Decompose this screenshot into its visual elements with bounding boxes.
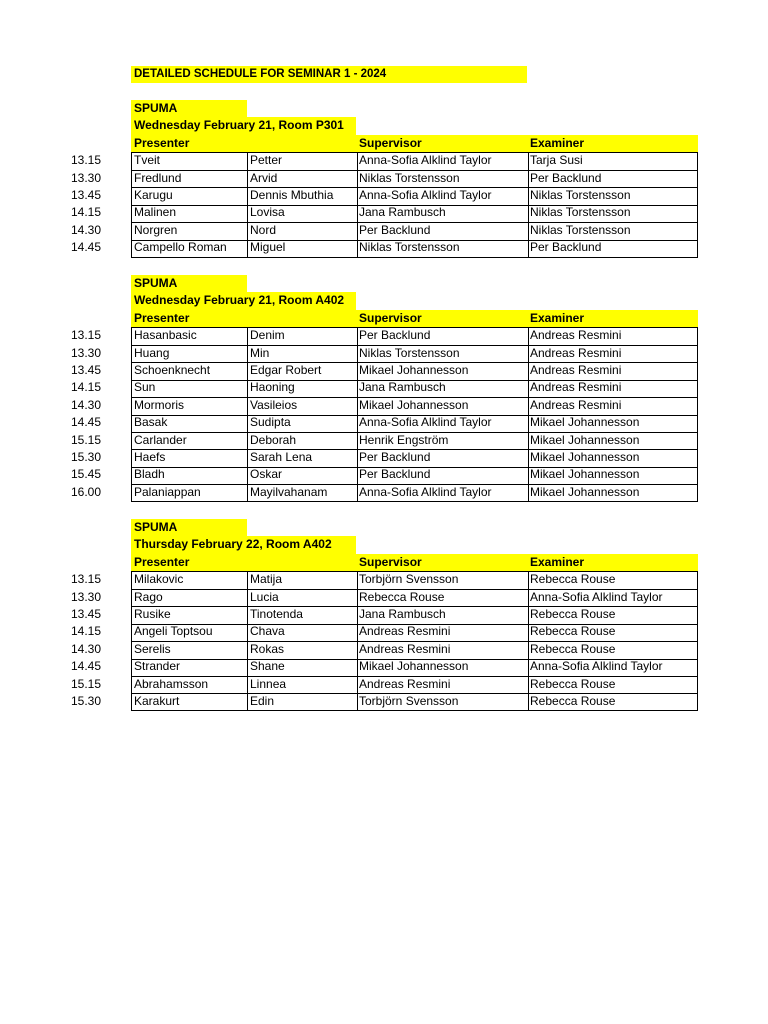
supervisor-cell: Anna-Sofia Alklind Taylor: [359, 187, 492, 202]
table-row: [0, 658, 768, 675]
examiner-cell: Mikael Johannesson: [530, 467, 640, 482]
table-row: [0, 397, 768, 414]
time-cell: 14.45: [70, 240, 101, 255]
table-row: [0, 641, 768, 658]
presenter-first-name-cell: Sudipta: [250, 415, 291, 430]
examiner-cell: Rebecca Rouse: [530, 572, 616, 587]
table-row: [0, 676, 768, 693]
group-label: SPUMA: [131, 275, 247, 292]
presenter-first-name-cell: Edgar Robert: [250, 362, 322, 377]
supervisor-header: Supervisor: [359, 554, 422, 569]
supervisor-cell: Andreas Resmini: [359, 676, 451, 691]
time-cell: 14.15: [70, 205, 101, 220]
presenter-last-name-cell: Basak: [134, 415, 168, 430]
supervisor-cell: Per Backlund: [359, 467, 431, 482]
supervisor-cell: Anna-Sofia Alklind Taylor: [359, 484, 492, 499]
supervisor-cell: Niklas Torstensson: [359, 345, 460, 360]
examiner-cell: Rebecca Rouse: [530, 693, 616, 708]
time-cell: 13.30: [70, 589, 101, 604]
examiner-cell: Mikael Johannesson: [530, 432, 640, 447]
presenter-last-name-cell: Bladh: [134, 467, 165, 482]
presenter-last-name-cell: Karugu: [134, 187, 173, 202]
group-label: SPUMA: [131, 100, 247, 117]
examiner-cell: Anna-Sofia Alklind Taylor: [530, 589, 663, 604]
table-row: [0, 571, 768, 588]
presenter-header: Presenter: [134, 135, 190, 150]
presenter-first-name-cell: Chava: [250, 624, 285, 639]
table-row: [0, 379, 768, 396]
presenter-first-name-cell: Vasileios: [250, 397, 298, 412]
table-row: [0, 589, 768, 606]
presenter-first-name-cell: Haoning: [250, 380, 295, 395]
presenter-first-name-cell: Mayilvahanam: [250, 484, 328, 499]
presenter-last-name-cell: Norgren: [134, 222, 178, 237]
presenter-first-name-cell: Min: [250, 345, 270, 360]
supervisor-cell: Andreas Resmini: [359, 624, 451, 639]
schedule-table: [0, 152, 768, 256]
table-row: [0, 345, 768, 362]
presenter-first-name-cell: Oskar: [250, 467, 283, 482]
presenter-last-name-cell: Haefs: [134, 449, 166, 464]
presenter-last-name-cell: Strander: [134, 659, 181, 674]
presenter-last-name-cell: Hasanbasic: [134, 328, 197, 343]
time-cell: 13.15: [70, 328, 101, 343]
table-row: [0, 170, 768, 187]
time-cell: 14.30: [70, 641, 101, 656]
presenter-last-name-cell: Abrahamsson: [134, 676, 209, 691]
presenter-last-name-cell: Karakurt: [134, 693, 180, 708]
presenter-first-name-cell: Arvid: [250, 170, 278, 185]
time-cell: 14.45: [70, 659, 101, 674]
examiner-cell: Niklas Torstensson: [530, 222, 631, 237]
examiner-cell: Per Backlund: [530, 240, 602, 255]
table-row: [0, 414, 768, 431]
table-row: [0, 239, 768, 256]
examiner-cell: Andreas Resmini: [530, 328, 622, 343]
presenter-last-name-cell: Carlander: [134, 432, 187, 447]
presenter-last-name-cell: Rusike: [134, 606, 171, 621]
presenter-last-name-cell: Angeli Toptsou: [134, 624, 213, 639]
session-heading: Wednesday February 21, Room A402: [131, 292, 356, 309]
examiner-header: Examiner: [530, 135, 585, 150]
presenter-last-name-cell: Milakovic: [134, 572, 184, 587]
time-cell: 15.30: [70, 449, 101, 464]
table-row: [0, 449, 768, 466]
table-row: [0, 432, 768, 449]
column-header-row: [131, 310, 698, 327]
supervisor-cell: Henrik Engström: [359, 432, 449, 447]
examiner-cell: Mikael Johannesson: [530, 484, 640, 499]
table-row: [0, 327, 768, 344]
examiner-cell: Rebecca Rouse: [530, 676, 616, 691]
table-row: [0, 623, 768, 640]
examiner-cell: Mikael Johannesson: [530, 415, 640, 430]
supervisor-cell: Jana Rambusch: [359, 205, 446, 220]
presenter-last-name-cell: Palaniappan: [134, 484, 201, 499]
supervisor-cell: Niklas Torstensson: [359, 170, 460, 185]
time-cell: 14.15: [70, 624, 101, 639]
supervisor-header: Supervisor: [359, 310, 422, 325]
supervisor-header: Supervisor: [359, 135, 422, 150]
presenter-first-name-cell: Dennis Mbuthia: [250, 187, 334, 202]
presenter-first-name-cell: Rokas: [250, 641, 285, 656]
supervisor-cell: Andreas Resmini: [359, 641, 451, 656]
supervisor-cell: Niklas Torstensson: [359, 240, 460, 255]
presenter-first-name-cell: Petter: [250, 153, 283, 168]
examiner-cell: Per Backlund: [530, 170, 602, 185]
time-cell: 14.15: [70, 380, 101, 395]
supervisor-cell: Per Backlund: [359, 449, 431, 464]
time-cell: 13.30: [70, 345, 101, 360]
examiner-cell: Rebecca Rouse: [530, 641, 616, 656]
examiner-cell: Andreas Resmini: [530, 380, 622, 395]
supervisor-cell: Jana Rambusch: [359, 606, 446, 621]
examiner-cell: Tarja Susi: [530, 153, 583, 168]
supervisor-cell: Mikael Johannesson: [359, 659, 469, 674]
supervisor-cell: Jana Rambusch: [359, 380, 446, 395]
presenter-last-name-cell: Mormoris: [134, 397, 184, 412]
examiner-cell: Andreas Resmini: [530, 362, 622, 377]
session-heading: Thursday February 22, Room A402: [131, 536, 356, 553]
presenter-first-name-cell: Miguel: [250, 240, 286, 255]
examiner-cell: Rebecca Rouse: [530, 624, 616, 639]
presenter-header: Presenter: [134, 554, 190, 569]
schedule-table: [0, 571, 768, 710]
presenter-last-name-cell: Rago: [134, 589, 163, 604]
group-label: SPUMA: [131, 519, 247, 536]
examiner-cell: Andreas Resmini: [530, 397, 622, 412]
examiner-cell: Mikael Johannesson: [530, 449, 640, 464]
supervisor-cell: Torbjörn Svensson: [359, 572, 459, 587]
document-title: DETAILED SCHEDULE FOR SEMINAR 1 - 2024: [131, 66, 527, 83]
presenter-first-name-cell: Denim: [250, 328, 285, 343]
presenter-last-name-cell: Schoenknecht: [134, 362, 211, 377]
table-row: [0, 693, 768, 710]
presenter-last-name-cell: Huang: [134, 345, 170, 360]
time-cell: 13.15: [70, 153, 101, 168]
presenter-first-name-cell: Lovisa: [250, 205, 285, 220]
presenter-last-name-cell: Malinen: [134, 205, 177, 220]
column-header-row: [131, 135, 698, 152]
examiner-cell: Andreas Resmini: [530, 345, 622, 360]
supervisor-cell: Mikael Johannesson: [359, 362, 469, 377]
time-cell: 15.45: [70, 467, 101, 482]
table-row: [0, 466, 768, 483]
supervisor-cell: Anna-Sofia Alklind Taylor: [359, 153, 492, 168]
column-header-row: [131, 554, 698, 571]
examiner-header: Examiner: [530, 554, 585, 569]
examiner-cell: Rebecca Rouse: [530, 606, 616, 621]
time-cell: 13.45: [70, 187, 101, 202]
supervisor-cell: Per Backlund: [359, 222, 431, 237]
presenter-header: Presenter: [134, 310, 190, 325]
presenter-last-name-cell: Fredlund: [134, 170, 182, 185]
table-row: [0, 152, 768, 169]
time-cell: 15.15: [70, 432, 101, 447]
table-row: [0, 204, 768, 221]
table-row: [0, 187, 768, 204]
session-heading: Wednesday February 21, Room P301: [131, 117, 356, 134]
time-cell: 13.45: [70, 362, 101, 377]
presenter-last-name-cell: Serelis: [134, 641, 171, 656]
presenter-last-name-cell: Tveit: [134, 153, 161, 168]
presenter-first-name-cell: Sarah Lena: [250, 449, 313, 464]
examiner-cell: Niklas Torstensson: [530, 187, 631, 202]
time-cell: 13.30: [70, 170, 101, 185]
table-row: [0, 222, 768, 239]
supervisor-cell: Mikael Johannesson: [359, 397, 469, 412]
time-cell: 15.15: [70, 676, 101, 691]
time-cell: 16.00: [70, 484, 101, 499]
schedule-table: [0, 327, 768, 501]
presenter-first-name-cell: Deborah: [250, 432, 297, 447]
examiner-cell: Niklas Torstensson: [530, 205, 631, 220]
examiner-cell: Anna-Sofia Alklind Taylor: [530, 659, 663, 674]
presenter-first-name-cell: Lucia: [250, 589, 279, 604]
time-cell: 13.45: [70, 606, 101, 621]
presenter-first-name-cell: Shane: [250, 659, 285, 674]
presenter-first-name-cell: Matija: [250, 572, 283, 587]
presenter-last-name-cell: Sun: [134, 380, 156, 395]
table-row: [0, 606, 768, 623]
presenter-first-name-cell: Tinotenda: [250, 606, 303, 621]
presenter-first-name-cell: Linnea: [250, 676, 287, 691]
supervisor-cell: Per Backlund: [359, 328, 431, 343]
supervisor-cell: Rebecca Rouse: [359, 589, 445, 604]
supervisor-cell: Anna-Sofia Alklind Taylor: [359, 415, 492, 430]
presenter-first-name-cell: Edin: [250, 693, 275, 708]
examiner-header: Examiner: [530, 310, 585, 325]
time-cell: 15.30: [70, 693, 101, 708]
presenter-first-name-cell: Nord: [250, 222, 277, 237]
table-row: [0, 362, 768, 379]
time-cell: 14.30: [70, 222, 101, 237]
time-cell: 13.15: [70, 572, 101, 587]
table-row: [0, 484, 768, 501]
presenter-last-name-cell: Campello Roman: [134, 240, 227, 255]
time-cell: 14.30: [70, 397, 101, 412]
supervisor-cell: Torbjörn Svensson: [359, 693, 459, 708]
time-cell: 14.45: [70, 415, 101, 430]
